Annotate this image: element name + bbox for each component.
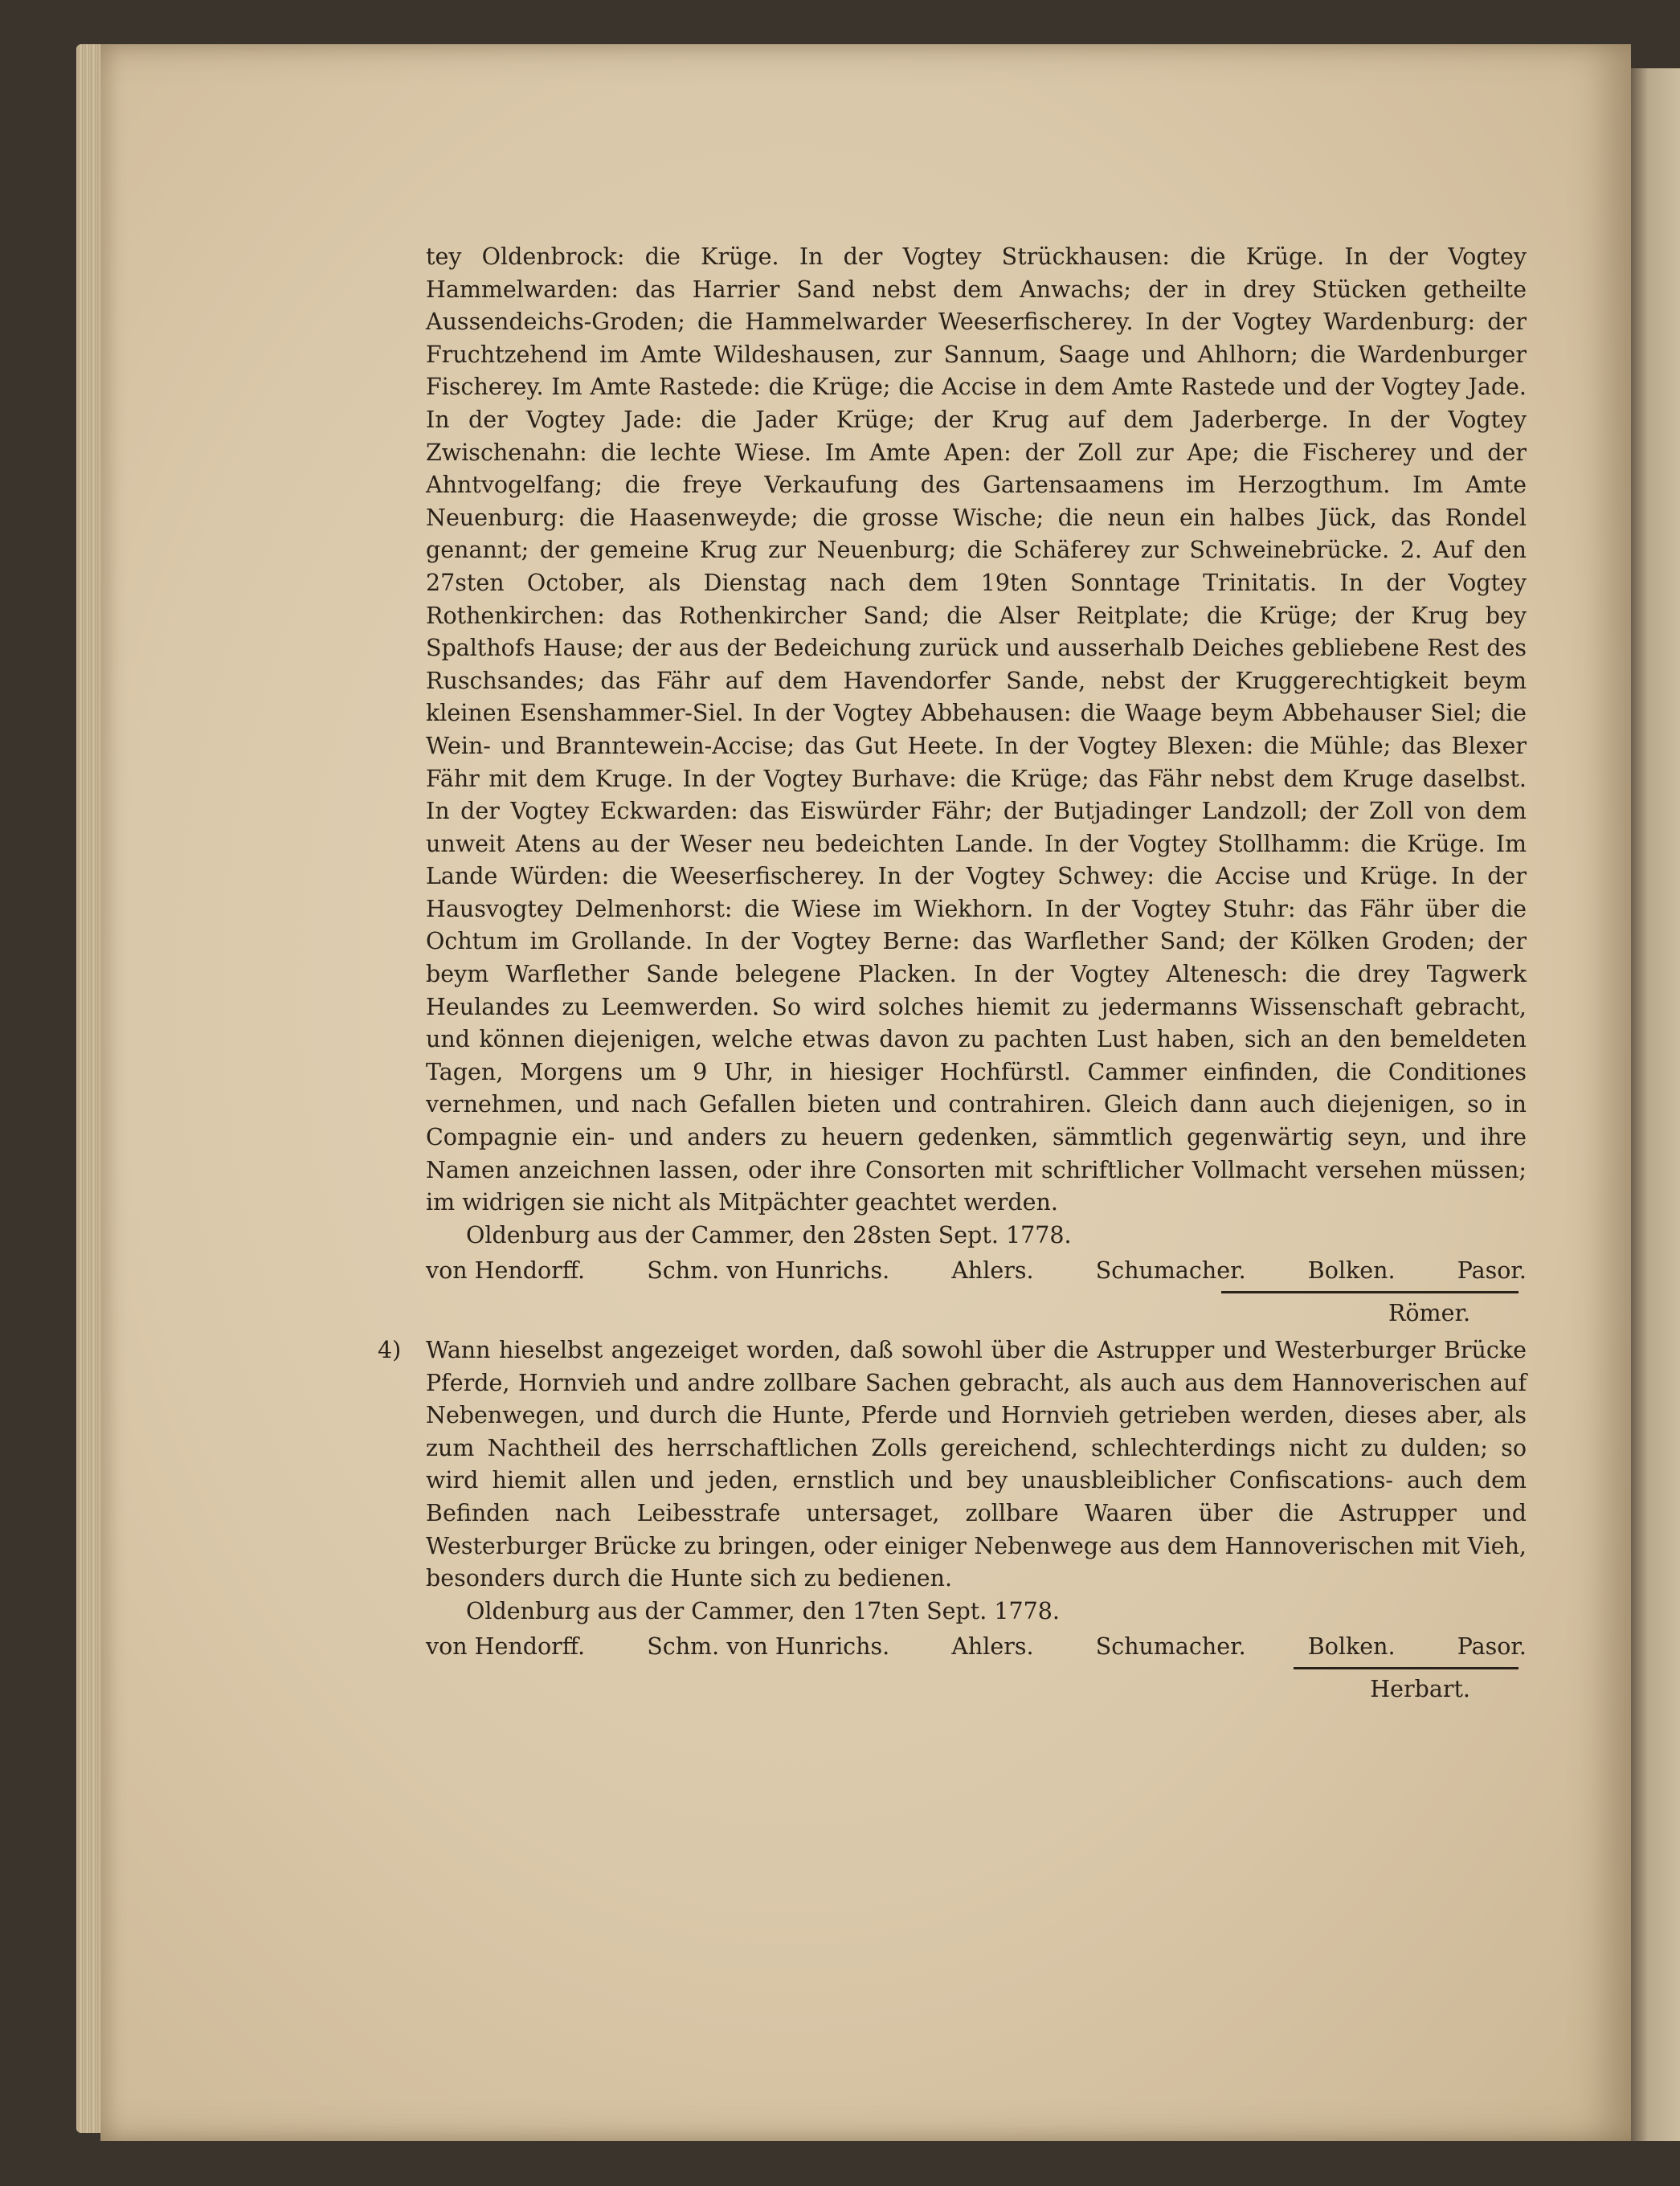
- signatory: Schm. von Hunrichs.: [647, 1257, 890, 1285]
- signature-rule: [1294, 1667, 1519, 1669]
- section-4-dateline: Oldenburg aus der Cammer, den 17ten Sept. 1778.: [466, 1597, 1060, 1624]
- text-block: [378, 241, 1527, 1706]
- signatory: Pasor.: [1457, 1257, 1527, 1285]
- signatory: von Hendorff.: [426, 1633, 586, 1661]
- section-4-signatures: [426, 1631, 1527, 1664]
- section-4: [378, 1334, 1527, 1596]
- signature-rule-wrap: [426, 1664, 1527, 1673]
- signatory: Bolken.: [1307, 1257, 1396, 1285]
- facing-page-edge: [1631, 68, 1680, 2141]
- section-3-signatures: [426, 1255, 1527, 1288]
- section-3-countersign: Römer.: [1388, 1300, 1470, 1326]
- signatory: Schumacher.: [1095, 1257, 1246, 1285]
- signatory: Pasor.: [1457, 1633, 1527, 1661]
- signatory: Schumacher.: [1095, 1633, 1246, 1661]
- section-4-number: 4): [378, 1337, 402, 1363]
- section-4-text: Wann hieselbst angezeiget worden, daß sowohl über die Astrupper und Westerburger Brücke Pferde, Hornvieh und andre zollbare Sachen gebracht, als auch aus dem Hannoverischen auf Nebenwegen, und durch die Hunte, Pferde und Hornvieh getrieben werden, dieses aber, als zum Nachtheil des herrschaftlichen Zolls gereichend, schlechterdings nicht zu dulden; so wird hiemit allen und jeden, ernstlich und bey unausbleiblicher Confiscations- auch dem Befinden nach Leibesstrafe untersaget, zollbare Waaren über die Astrupper und Westerburger Brücke zu bringen, oder einiger Nebenwege aus dem Hannoverischen mit Vieh, besonders durch die Hunte sich zu bedienen.: [426, 1337, 1527, 1592]
- section-3-dateline: Oldenburg aus der Cammer, den 28sten Sept. 1778.: [466, 1221, 1072, 1248]
- signature-rule: [1221, 1291, 1519, 1293]
- signatory: von Hendorff.: [426, 1257, 586, 1285]
- section-4-countersign: Herbart.: [1370, 1675, 1470, 1702]
- section-3-text: tey Oldenbrock: die Krüge. In der Vogtey Strückhausen: die Krüge. In der Vogtey Hammelwarden: das Harrier Sand nebst dem Anwachs; der in drey Stücken getheilte Aussendeichs-Groden; die Hammelwarder Weeserfischerey. In der Vogtey Wardenburg: der Fruchtzehend im Amte Wildeshausen, zur Sannum, Saage und Ahlhorn; die Wardenburger Fischerey. Im Amte Rastede: die Krüge; die Accise in dem Amte Rastede und der Vogtey Jade. In der Vogtey Jade: die Jader Krüge; der Krug auf dem Jaderberge. In der Vogtey Zwischenahn: die lechte Wiese. Im Amte Apen: der Zoll zur Ape; die Fischerey und der Ahntvogelfang; die freye Verkaufung des Gartensaamens im Herzogthum. Im Amte Neuenburg: die Haasenweyde; die grosse Wische; die neun ein halbes Jück, das Rondel genannt; der gemeine Krug zur Neuenburg; die Schäferey zur Schweinebrücke. 2. Auf den 27sten October, als Dienstag nach dem 19ten Sonntage Trinitatis. In der Vogtey Rothenkirchen: das Rothenkircher Sand; die Alser Reitplate; die Krüge; der Krug bey Spalthofs Hause; der aus der Bedeichung zurück und ausserhalb Deiches gebliebene Rest des Ruschsandes; das Fähr auf dem Havendorfer Sande, nebst der Kruggerechtigkeit beym kleinen Esenshammer-Siel. In der Vogtey Abbehausen: die Waage beym Abbehauser Siel; die Wein- und Branntewein-Accise; das Gut Heete. In der Vogtey Blexen: die Mühle; das Blexer Fähr mit dem Kruge. In der Vogtey Burhave: die Krüge; das Fähr nebst dem Kruge daselbst. In der Vogtey Eckwarden: das Eiswürder Fähr; der Butjadinger Landzoll; der Zoll von dem unweit Atens au der Weser neu bedeichten Lande. In der Vogtey Stollhamm: die Krüge. Im Lande Würden: die Weeserfischerey. In der Vogtey Schwey: die Accise und Krüge. In der Hausvogtey Delmenhorst: die Wiese im Wiekhorn. In der Vogtey Stuhr: das Fähr über die Ochtum im Grollande. In der Vogtey Berne: das Warflether Sand; der Kölken Groden; der beym Warflether Sande belegene Placken. In der Vogtey Altenesch: die drey Tagwerk Heulandes zu Leemwerden. So wird solches hiemit zu jedermanns Wissenschaft gebracht, und können diejenigen, welche etwas davon zu pachten Lust haben, sich an den bemeldeten Tagen, Morgens um 9 Uhr, in hiesiger Hochfürstl. Cammer einfinden, die Conditiones vernehmen, und nach Gefallen bieten und contrahiren. Gleich dann auch diejenigen, so in Compagnie ein- und anders zu heuern gedenken, sämmtlich gegenwärtig seyn, und ihre Namen anzeichnen lassen, oder ihre Consorten mit schriftlicher Vollmacht versehen müssen; im widrigen sie nicht als Mitpächter geachtet werden.: [426, 243, 1527, 1216]
- signatory: Ahlers.: [951, 1633, 1034, 1661]
- signatory: Ahlers.: [951, 1257, 1034, 1285]
- signatory: Bolken.: [1307, 1633, 1396, 1661]
- signature-rule-wrap: [426, 1288, 1527, 1297]
- signatory: Schm. von Hunrichs.: [647, 1633, 890, 1661]
